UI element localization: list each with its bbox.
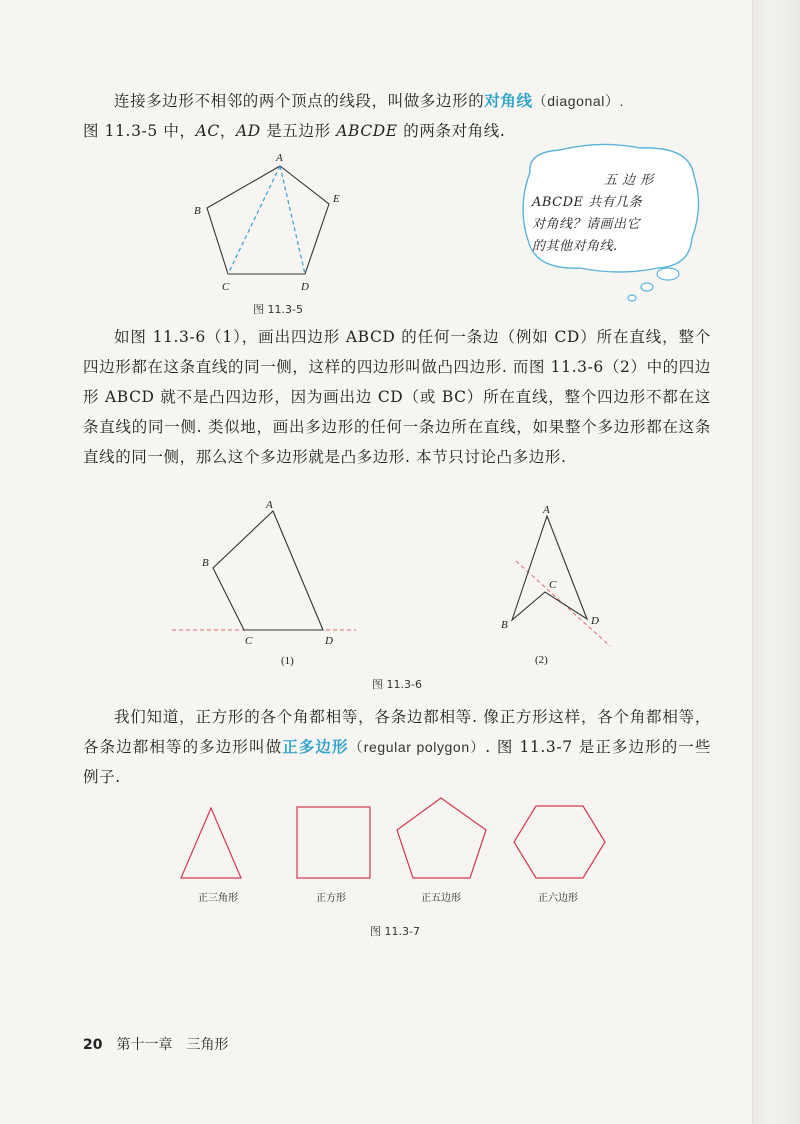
- para1-sep: ，: [219, 122, 236, 140]
- bubble-line-3: 对角线？请画出它: [532, 217, 641, 232]
- math-ac: AC: [195, 122, 220, 140]
- chapter-title: 三角形: [186, 1037, 229, 1053]
- term-regular-polygon: 正多边形: [282, 738, 349, 756]
- subcaption-1: (1): [281, 655, 294, 667]
- vertex-label-d: D: [301, 281, 309, 293]
- q2-label-a: A: [543, 504, 550, 516]
- page-number: 20: [83, 1037, 103, 1053]
- q1-label-c: C: [245, 635, 253, 647]
- math-ad: AD: [235, 122, 261, 140]
- caption-fig-11-3-7: 图 11.3-7: [370, 925, 420, 938]
- para1-text-d: 的两条对角线.: [397, 122, 506, 140]
- regular-triangle: [181, 808, 241, 878]
- para1-text-a: 连接多边形不相邻的两个顶点的线段，叫做多边形的: [114, 92, 485, 110]
- vertex-label-a: A: [276, 152, 283, 164]
- vertex-label-b: B: [194, 205, 201, 217]
- term-regular-polygon-en: （regular polygon）: [348, 739, 486, 755]
- q2-label-d: D: [591, 615, 599, 627]
- term-diagonal: 对角线: [484, 92, 533, 110]
- subcaption-2: (2): [535, 654, 548, 666]
- para3-text-b: . 图 11.3-7 是正多边形的一些例子.: [83, 738, 711, 786]
- para1-text-c: 是五边形: [260, 122, 337, 140]
- label-regular-triangle: 正三角形: [198, 893, 238, 904]
- page-footer: [83, 1034, 228, 1054]
- label-regular-hexagon: 正六边形: [538, 893, 578, 904]
- caption-fig-11-3-6: 图 11.3-6: [372, 678, 422, 691]
- q1-label-a: A: [266, 499, 273, 511]
- regular-pentagon: [397, 798, 486, 878]
- regular-square: [297, 807, 370, 878]
- para3-text-a: 我们知道，正方形的各个角都相等，各条边都相等. 像正方形这样，各个角都相等，各条边都相等的多边形叫做: [83, 708, 711, 756]
- q2-label-b: B: [501, 619, 508, 631]
- vertex-label-c: C: [222, 281, 230, 293]
- bubble-line-1: 五 边 形: [604, 173, 654, 188]
- term-diagonal-en: （diagonal）.: [532, 93, 625, 109]
- para2-text: 如图 11.3-6（1），画出四边形 ABCD 的任何一条边（例如 CD）所在直线，整个四边形都在这条直线的同一侧，这样的四边形叫做凸四边形. 而图 11.3-6（2）中的四边形 ABCD 就不是凸四边形，因为画出边 CD（或 BC）所在直线，整个四边形不都在这条直线的同一侧. 类似地，画出多边形的任何一条边所在直线，如果整个多边形都在这条直线的同一侧，那么这个多边形就是凸多边形. 本节只讨论凸多边形.: [83, 328, 711, 466]
- chapter-number: 第十一章: [116, 1037, 173, 1053]
- caption-fig-11-3-5: 图 11.3-5: [253, 303, 303, 316]
- regular-hexagon: [514, 806, 605, 878]
- para1-text-b: 图 11.3-5 中，: [83, 122, 196, 140]
- label-regular-pentagon: 正五边形: [421, 893, 461, 904]
- math-abcde: ABCDE: [336, 122, 398, 140]
- label-regular-square: 正方形: [316, 893, 346, 904]
- bubble-line-2: ABCDE 共有几条: [532, 195, 643, 210]
- vertex-label-e: E: [333, 193, 340, 205]
- q2-label-c: C: [549, 579, 557, 591]
- q1-label-d: D: [325, 635, 333, 647]
- q1-label-b: B: [202, 557, 209, 569]
- bubble-line-4: 的其他对角线.: [532, 239, 618, 254]
